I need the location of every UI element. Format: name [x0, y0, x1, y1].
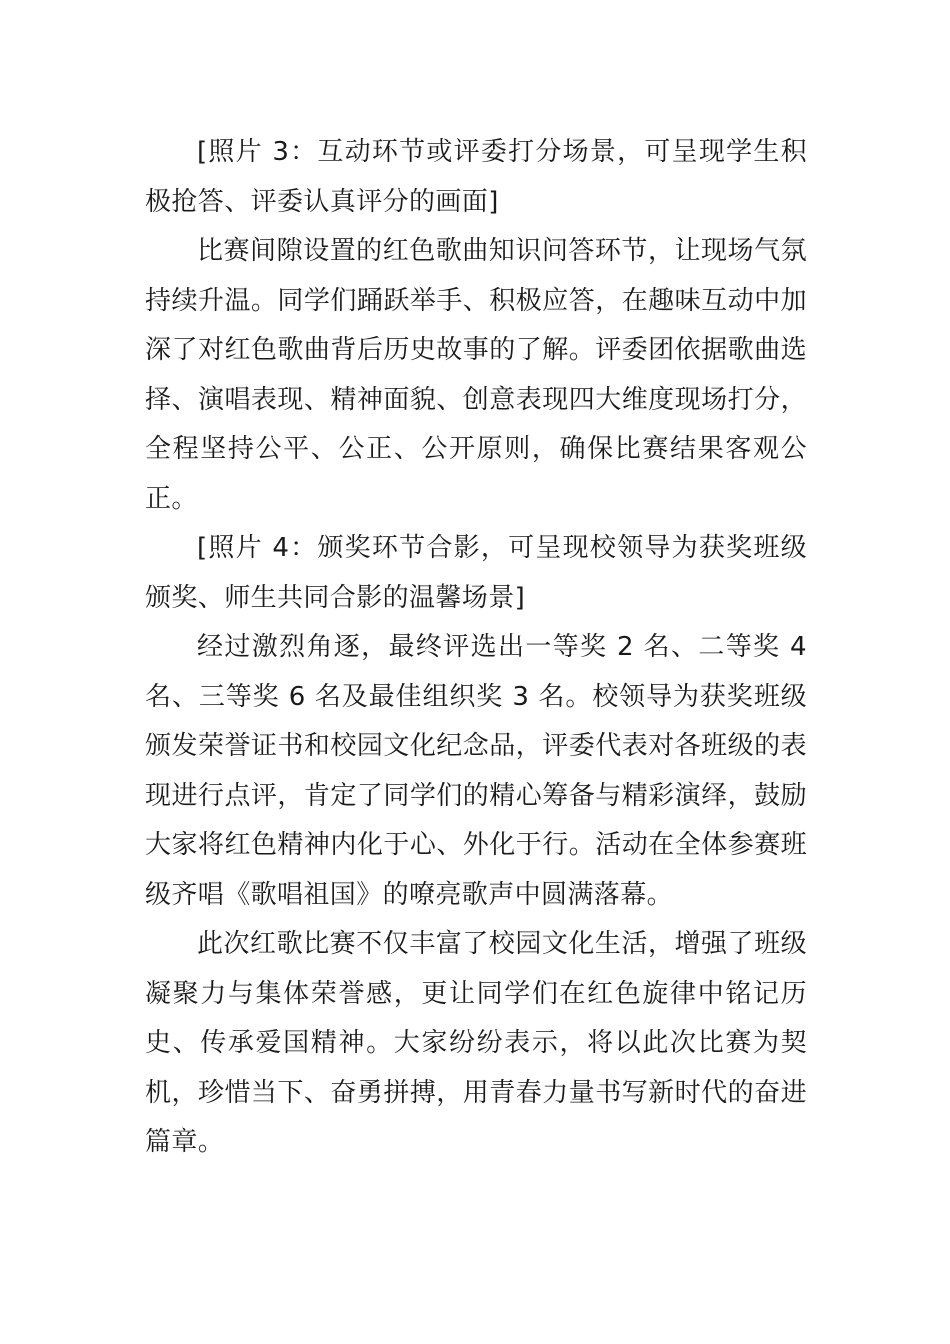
- photo-4-caption: [照片 4：颁奖环节合影，可呈现校领导为获奖班级颁奖、师生共同合影的温馨场景]: [145, 533, 807, 613]
- paragraph-quiz-and-judging: 比赛间隙设置的红色歌曲知识问答环节，让现场气氛持续升温。同学们踊跃举手、积极应答，在趣味互动中加深了对红色歌曲背后历史故事的了解。评委团依据歌曲选择、演唱表现、精神面貌、创意表现四大维度现场打分，全程坚持公平、公正、公开原则，确保比赛结果客观公正。: [145, 236, 807, 514]
- photo-3-caption: [照片 3：互动环节或评委打分场景，可呈现学生积极抢答、评委认真评分的画面]: [145, 137, 807, 217]
- paragraph-awards: 经过激烈角逐，最终评选出一等奖 2 名、二等奖 4 名、三等奖 6 名及最佳组织奖 3 名。校领导为获奖班级颁发荣誉证书和校园文化纪念品，评委代表对各班级的表现进行点评，肯定了同学们的精心筹备与精彩演绎，鼓励大家将红色精神内化于心、外化于行。活动在全体参赛班级齐唱《歌唱祖国》的嘹亮歌声中圆满落幕。: [145, 632, 807, 910]
- document-body: [145, 128, 807, 1168]
- paragraph-conclusion: 此次红歌比赛不仅丰富了校园文化生活，增强了班级凝聚力与集体荣誉感，更让同学们在红色旋律中铭记历史、传承爱国精神。大家纷纷表示，将以此次比赛为契机，珍惜当下、奋勇拼搏，用青春力量书写新时代的奋进篇章。: [145, 929, 807, 1157]
